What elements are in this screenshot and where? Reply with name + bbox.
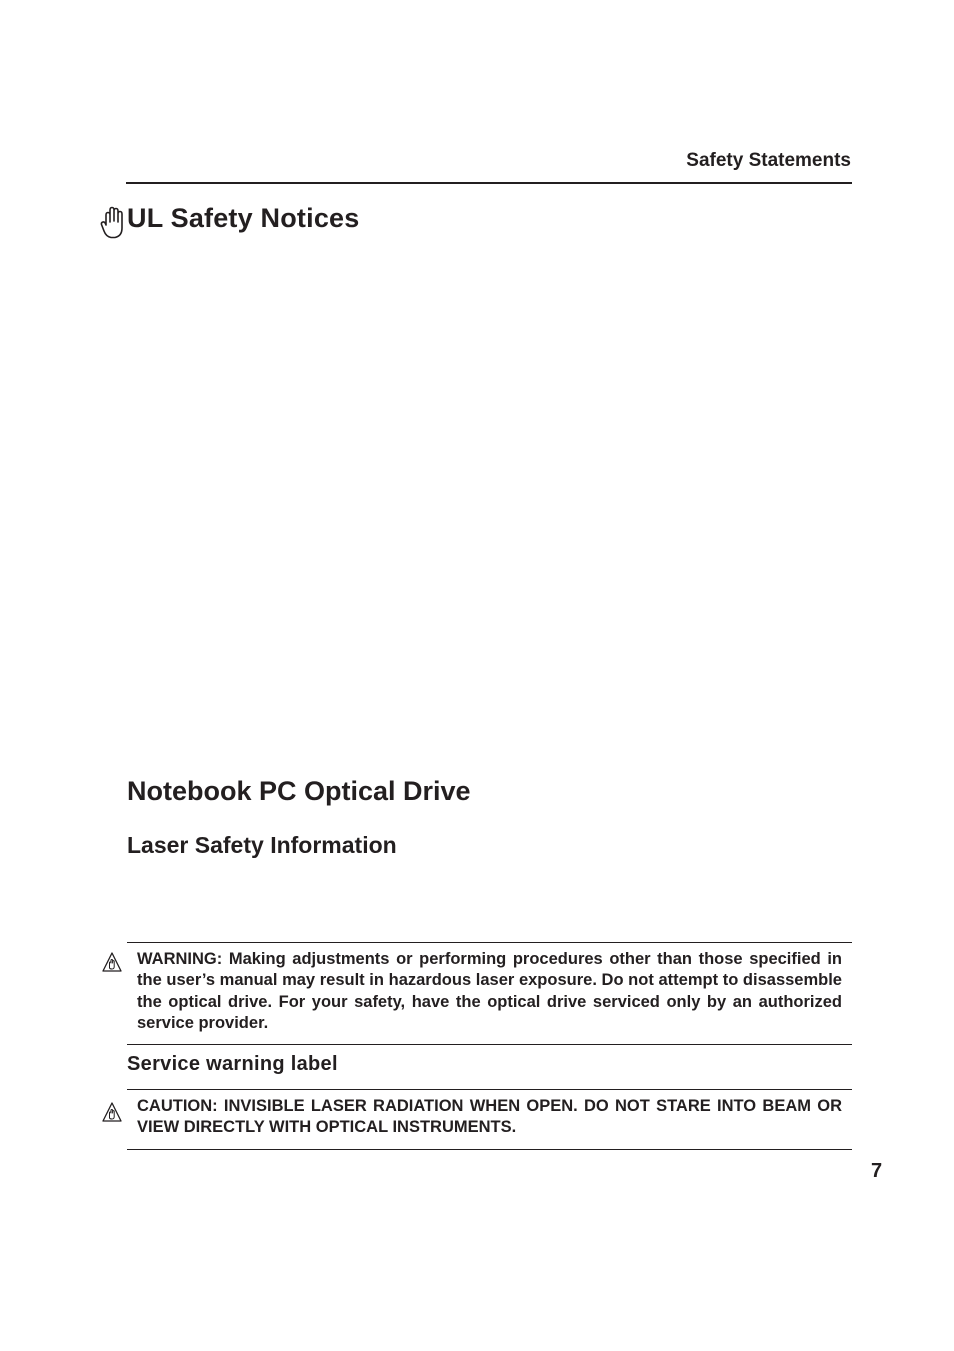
section-title-ul: UL Safety Notices bbox=[127, 203, 360, 233]
note-top-rule bbox=[127, 942, 852, 943]
caution-note: CAUTION: INVISIBLE LASER RADIATION WHEN OPEN. DO NOT STARE INTO BEAM OR VIEW DIRECTLY WITH OPTICAL INSTRUMENTS. bbox=[137, 1097, 842, 1137]
heading-service-warning-label: Service warning label bbox=[127, 1053, 338, 1075]
caution-bottom-rule bbox=[127, 1149, 852, 1150]
caution-top-rule bbox=[127, 1089, 852, 1090]
header-rule bbox=[126, 182, 852, 184]
warning-note: WARNING: Making adjustments or performing procedures other than those specified in the user’s manual may result in hazardous laser exposure. Do not attempt to disassemble the optical drive. For your safety, have the optical drive serviced only by an authorized service provider. bbox=[137, 950, 842, 1032]
note-bottom-rule bbox=[127, 1044, 852, 1045]
running-header-title: Safety Statements bbox=[686, 150, 851, 171]
heading-optical-drive: Notebook PC Optical Drive bbox=[127, 776, 471, 806]
warning-hand-icon bbox=[101, 951, 123, 973]
caution-hand-icon bbox=[101, 1101, 123, 1123]
hand-icon bbox=[100, 206, 126, 240]
heading-laser-safety: Laser Safety Information bbox=[127, 832, 397, 858]
page-number: 7 bbox=[871, 1160, 883, 1182]
